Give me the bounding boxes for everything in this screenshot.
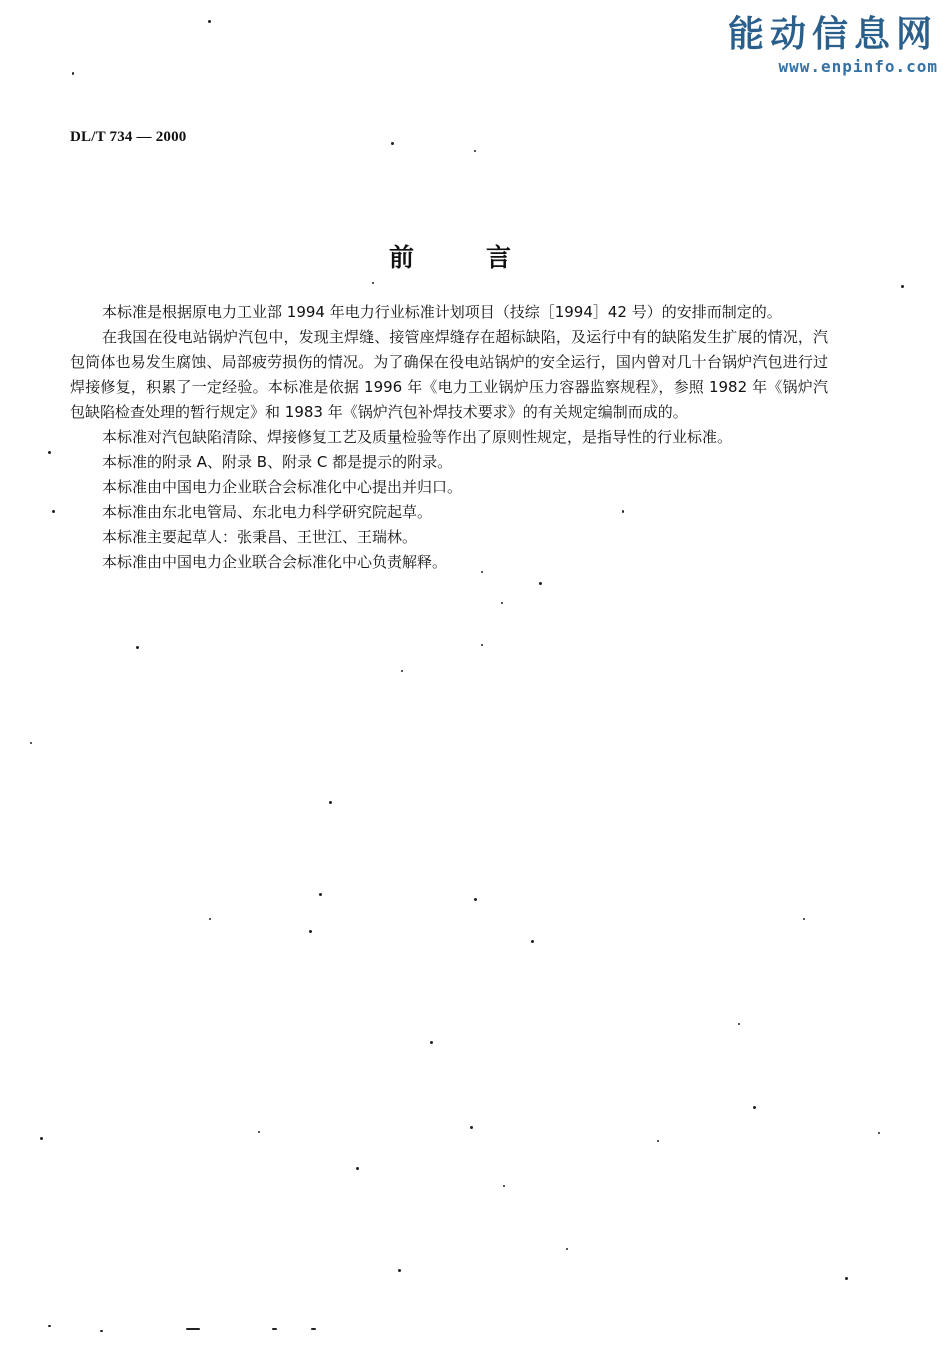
scan-speck: [40, 1137, 43, 1140]
scan-speck: [474, 898, 477, 901]
scan-speck: [503, 1185, 505, 1187]
scan-speck: [738, 1023, 740, 1025]
scan-speck: [803, 918, 805, 920]
scan-speck: [136, 646, 139, 649]
scan-speck: [401, 670, 403, 672]
scan-speck: [208, 20, 211, 23]
scan-speck: [48, 1325, 51, 1327]
preface-paragraph: 本标准由东北电管局、东北电力科学研究院起草。: [102, 503, 433, 521]
preface-title: 前言: [388, 243, 583, 272]
scan-speck: [30, 742, 32, 744]
preface-paragraph: 本标准的附录 A、附录 B、附录 C 都是提示的附录。: [102, 453, 453, 471]
scan-speck: [470, 1126, 473, 1129]
scan-speck: [356, 1167, 359, 1170]
scan-speck: [474, 150, 476, 152]
scan-speck: [309, 930, 312, 933]
scan-speck: [52, 510, 55, 513]
scan-speck: [329, 801, 332, 804]
scan-speck: [481, 571, 483, 573]
scan-speck: [209, 918, 211, 920]
preface-paragraph: 本标准主要起草人：张秉昌、王世江、王瑞林。: [102, 528, 418, 546]
scan-speck: [48, 451, 51, 454]
scan-speck: [430, 1041, 433, 1044]
scan-speck: [622, 510, 624, 513]
scan-speck: [391, 142, 394, 145]
scan-speck: [319, 893, 322, 896]
preface-paragraph: 本标准由中国电力企业联合会标准化中心提出并归口。: [102, 478, 463, 496]
watermark-logo: [718, 14, 938, 76]
scan-speck: [501, 602, 503, 604]
scan-speck: [481, 644, 483, 646]
preface-paragraph: 在我国在役电站锅炉汽包中，发现主焊缝、接管座焊缝存在超标缺陷，及运行中有的缺陷发生扩展的情况，汽包筒体也易发生腐蚀、局部疲劳损伤的情况。为了确保在役电站锅炉的安全运行，国内曾对几十台锅炉汽包进行过焊接修复，积累了一定经验。本标准是依据 1996 年《电力工业锅炉压力容器监察规程》，参照 1982 年《锅炉汽包缺陷检查处理的暂行规定》和 1983 年《锅炉汽包补焊技术要求》的有关规定编制而成的。: [70, 328, 828, 421]
preface-paragraph: 本标准由中国电力企业联合会标准化中心负责解释。: [102, 553, 448, 571]
scan-speck: [100, 1330, 103, 1332]
scan-speck: [311, 1328, 316, 1330]
preface-paragraph: 本标准是根据原电力工业部 1994 年电力行业标准计划项目（技综［1994］42 号）的安排而制定的。: [102, 303, 782, 321]
scan-speck: [845, 1277, 848, 1280]
scan-speck: [657, 1140, 659, 1142]
watermark-url: www.enpinfo.com: [778, 57, 938, 76]
preface-body: [70, 300, 828, 575]
scan-speck: [566, 1248, 568, 1250]
document-code: DL/T 734 — 2000: [70, 129, 187, 145]
scan-speck: [272, 1328, 277, 1330]
scan-speck: [72, 72, 74, 75]
scan-speck: [258, 1131, 260, 1133]
preface-paragraph: 本标准对汽包缺陷清除、焊接修复工艺及质量检验等作出了原则性规定，是指导性的行业标准。: [102, 428, 733, 446]
scan-speck: [531, 940, 534, 943]
scan-speck: [878, 1132, 880, 1134]
watermark-site-name: 能动信息网: [727, 14, 938, 55]
scan-speck: [398, 1269, 401, 1272]
scan-speck: [372, 282, 374, 284]
scan-speck: [753, 1106, 756, 1109]
scan-speck: [901, 285, 904, 288]
scan-speck: [186, 1328, 200, 1330]
scan-speck: [539, 582, 542, 585]
